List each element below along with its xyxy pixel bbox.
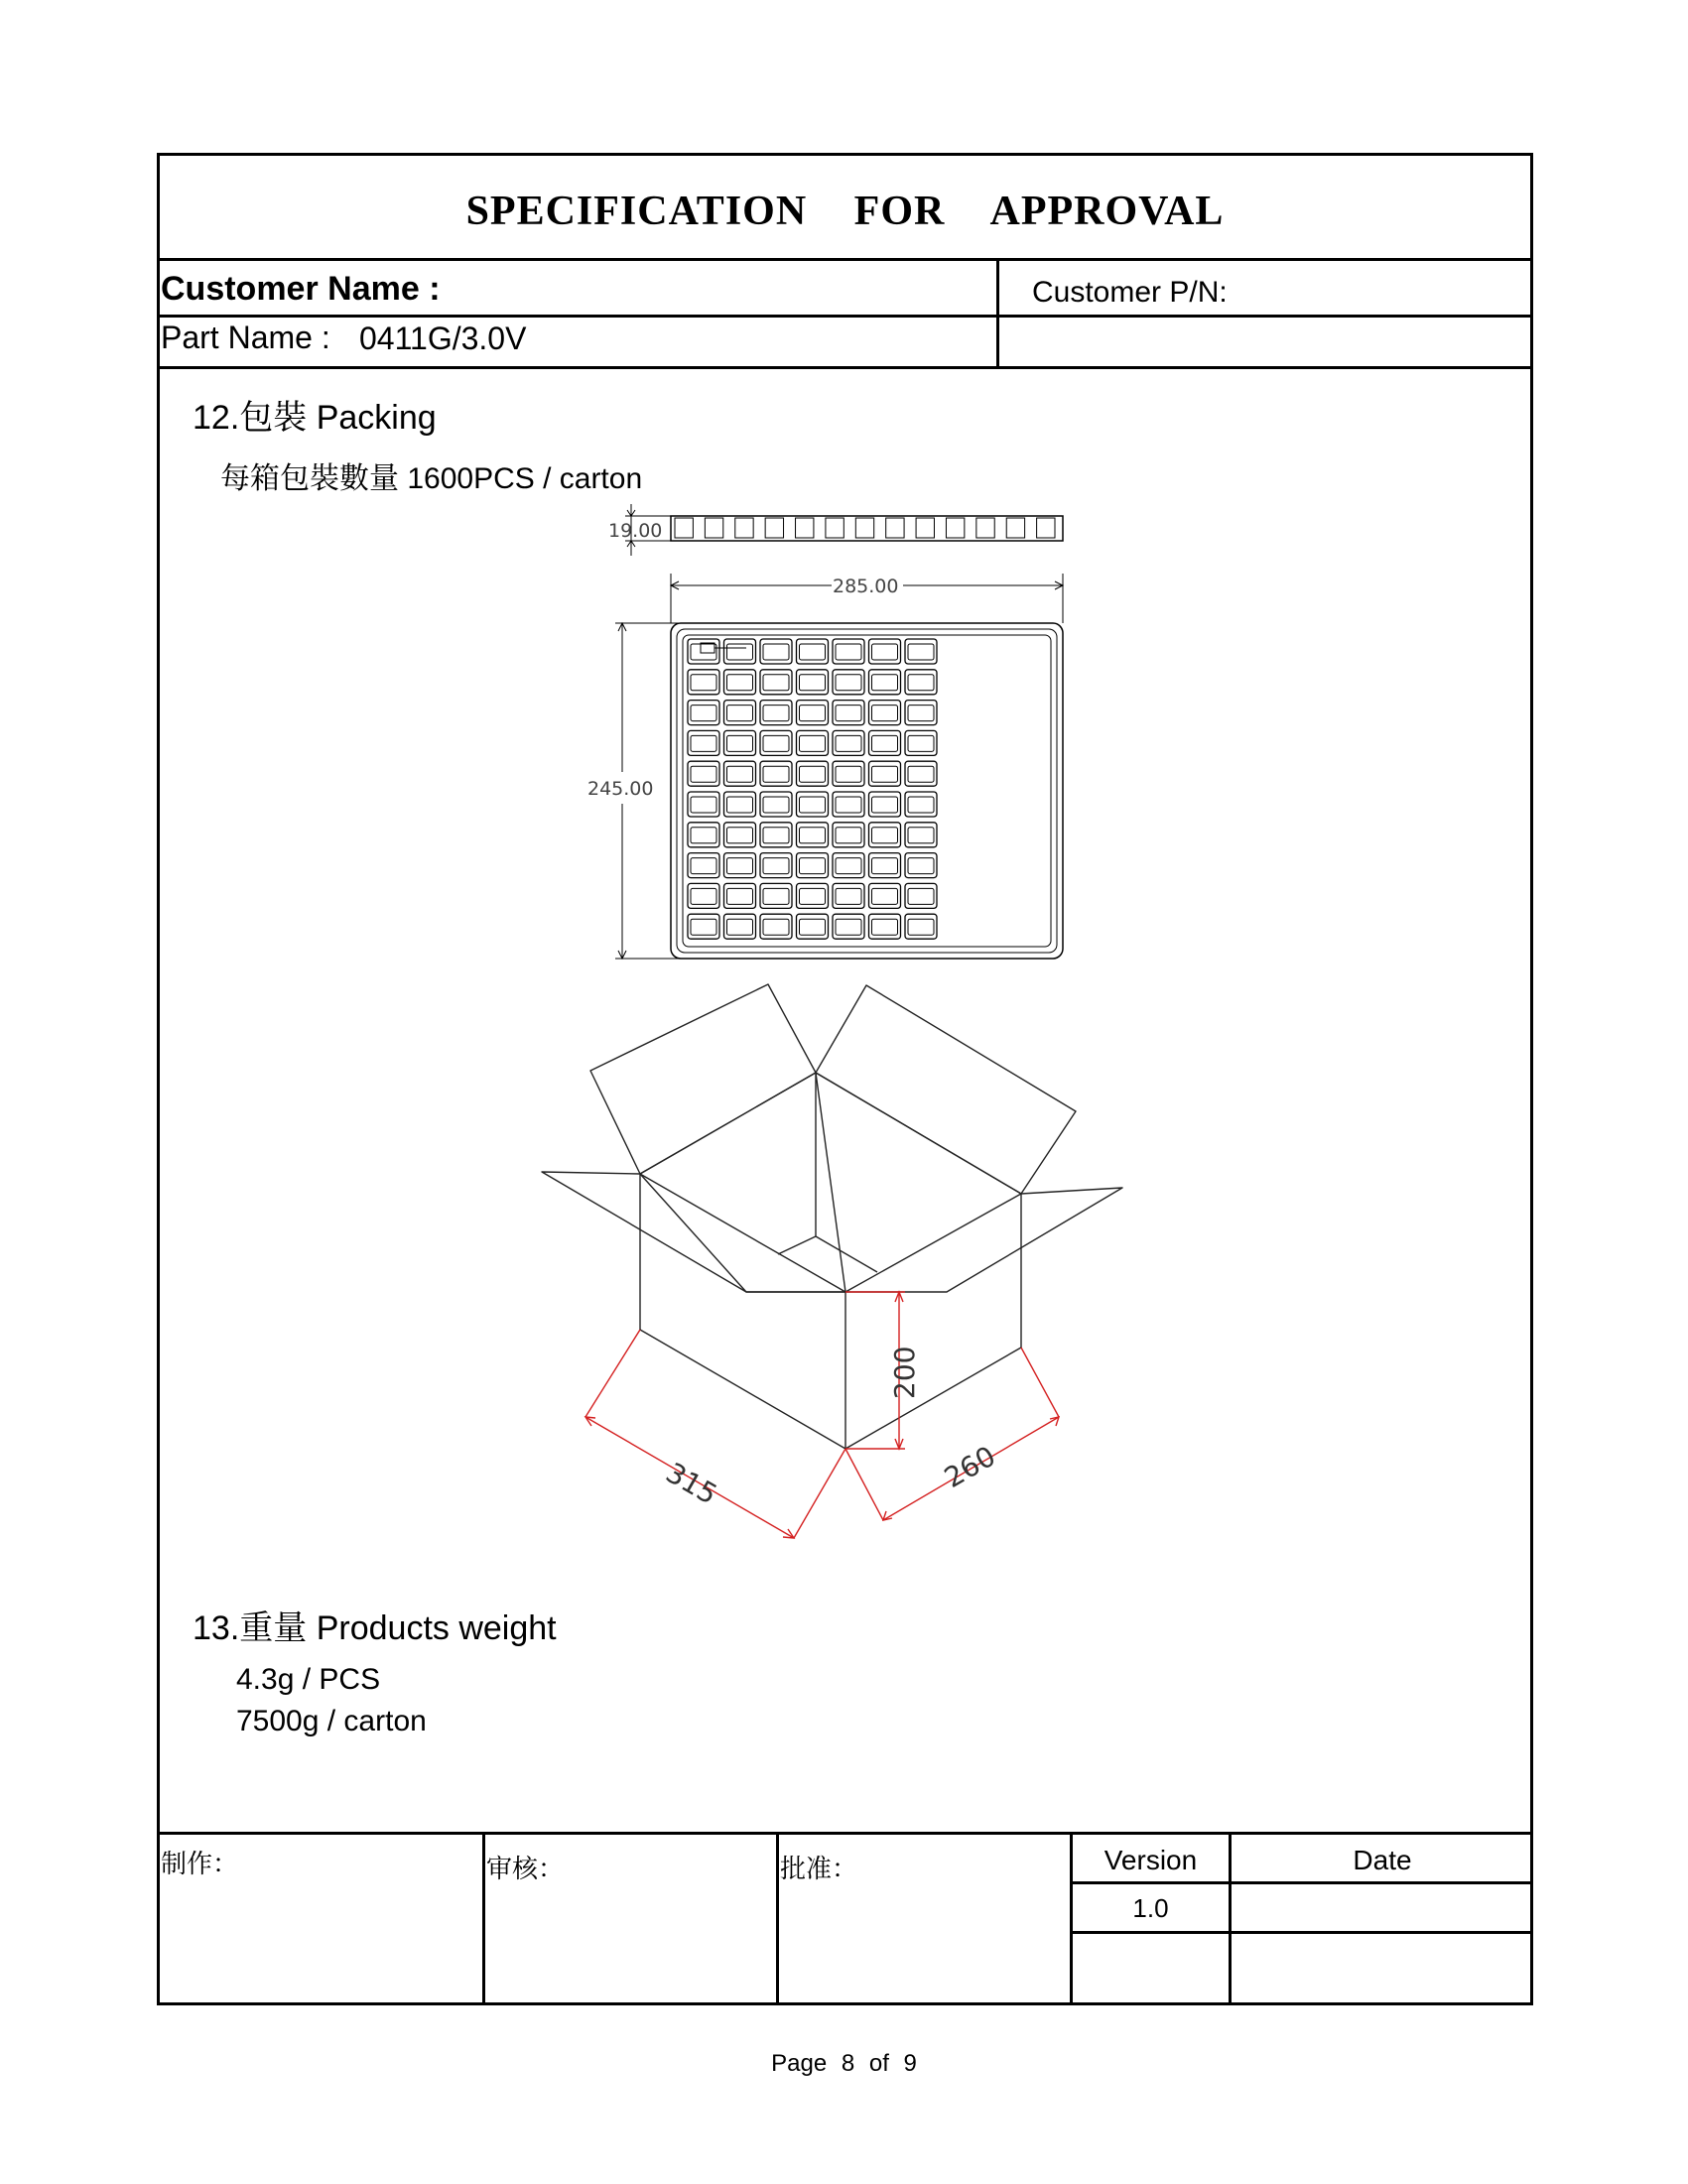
tray-cell [905,823,937,847]
tray-side-pocket [705,518,722,538]
tray-cell [760,761,792,786]
tray-cell [760,883,792,908]
tray-cell [833,701,864,725]
part-name-value: 0411G/3.0V [359,321,527,356]
tray-side-outline [671,516,1063,541]
approve-label: 批准： [780,1854,858,1883]
customer-name-label: Customer Name : [161,270,441,308]
tray-side-pocket [675,518,693,538]
tray-cell-grid [688,639,937,939]
review-label: 审核： [486,1854,565,1883]
tray-cell [760,730,792,755]
tray-cell [869,853,901,878]
tray-cell [833,823,864,847]
tray-cell [724,670,756,695]
tray-length-label: 245.00 [587,778,654,800]
tray-cell [905,914,937,939]
tray-cell [760,914,792,939]
tray-cell [833,914,864,939]
tray-cell [905,761,937,786]
carton-height-label: 200 [888,1346,921,1399]
tray-cell [869,670,901,695]
tray-cell [724,883,756,908]
carton-length-label: 315 [660,1456,723,1511]
tray-cell [833,883,864,908]
tray-cell [724,730,756,755]
tray-cell [760,670,792,695]
tray-cell [724,639,756,664]
tray-cell [688,914,719,939]
tray-cell [833,792,864,817]
tray-cell [688,761,719,786]
tray-side-pocket [796,518,814,538]
tray-side-pocket [735,518,753,538]
tray-cell [688,823,719,847]
tray-cell [797,853,829,878]
tray-cell [760,639,792,664]
date-header: Date [1353,1845,1412,1875]
tray-cell [833,730,864,755]
tray-cell [688,701,719,725]
tray-cell [797,730,829,755]
tray-cell [869,701,901,725]
tray-cell [905,639,937,664]
tray-cell [797,883,829,908]
tray-cell [724,823,756,847]
tray-cell [905,670,937,695]
packing-heading: 12.包裝 Packing [193,399,437,437]
footer-col-2 [776,1832,779,2005]
tray-cell [724,792,756,817]
tray-side-view [671,516,1063,541]
tray-side-pocket [1006,518,1024,538]
tray-side-pocket [886,518,904,538]
tray-width-label: 285.00 [833,576,899,597]
version-header: Version [1104,1845,1198,1875]
tray-cell [797,639,829,664]
carton-box [542,984,1122,1449]
tray-cell [833,639,864,664]
tray-side-pocket [946,518,964,538]
tray-side-pocket [1037,518,1055,538]
tray-cell [905,883,937,908]
tray-cell [797,914,829,939]
tray-cell [688,730,719,755]
tray-cell [869,730,901,755]
footer-version-divider-1 [1070,1881,1533,1884]
tray-cell [760,823,792,847]
tray-cell [724,914,756,939]
tray-side-pocket [826,518,844,538]
carton-dimensions [585,1292,1059,1538]
tray-cell [724,701,756,725]
tray-cell [724,761,756,786]
tray-side-pocket [976,518,994,538]
footer-col-1 [482,1832,485,2005]
tray-cell [869,639,901,664]
customer-pn-label: Customer P/N: [1032,276,1228,309]
footer-top-divider [157,1832,1533,1835]
packing-quantity: 每箱包裝數量 1600PCS / carton [220,462,643,495]
tray-cell [869,883,901,908]
tray-cell [905,730,937,755]
tray-cell [905,701,937,725]
tray-cell [797,823,829,847]
tray-cell [797,761,829,786]
tray-cell [688,670,719,695]
version-value: 1.0 [1132,1893,1169,1923]
tray-cell [760,701,792,725]
tray-cell [797,701,829,725]
tray-cell [869,823,901,847]
tray-cell [688,792,719,817]
tray-thickness-label: 19.00 [608,520,663,542]
tray-cell [688,883,719,908]
tray-cell [833,761,864,786]
weight-per-piece: 4.3g / PCS [236,1663,381,1696]
tray-side-pocket [765,518,783,538]
carton-width-label: 260 [939,1439,1001,1495]
part-name-label: Part Name : [161,320,330,355]
tray-cell [869,914,901,939]
page-number: Page 8 of 9 [771,2050,917,2077]
tray-cell [833,670,864,695]
weight-per-carton: 7500g / carton [236,1705,427,1737]
tray-side-pocket [916,518,934,538]
made-by-label: 制作： [161,1849,239,1878]
tray-cell [869,761,901,786]
tray-cell [905,853,937,878]
tray-cell [797,670,829,695]
tray-cell [833,853,864,878]
footer-version-divider-2 [1070,1931,1533,1934]
tray-cell [760,792,792,817]
weight-heading: 13.重量 Products weight [193,1609,557,1647]
tray-cell [688,853,719,878]
tray-side-pocket [855,518,873,538]
tray-cell [724,853,756,878]
document-title: SPECIFICATION FOR APPROVAL [465,189,1225,234]
tray-cell [760,853,792,878]
tray-cell [905,792,937,817]
tray-cell [797,792,829,817]
tray-cell [869,792,901,817]
